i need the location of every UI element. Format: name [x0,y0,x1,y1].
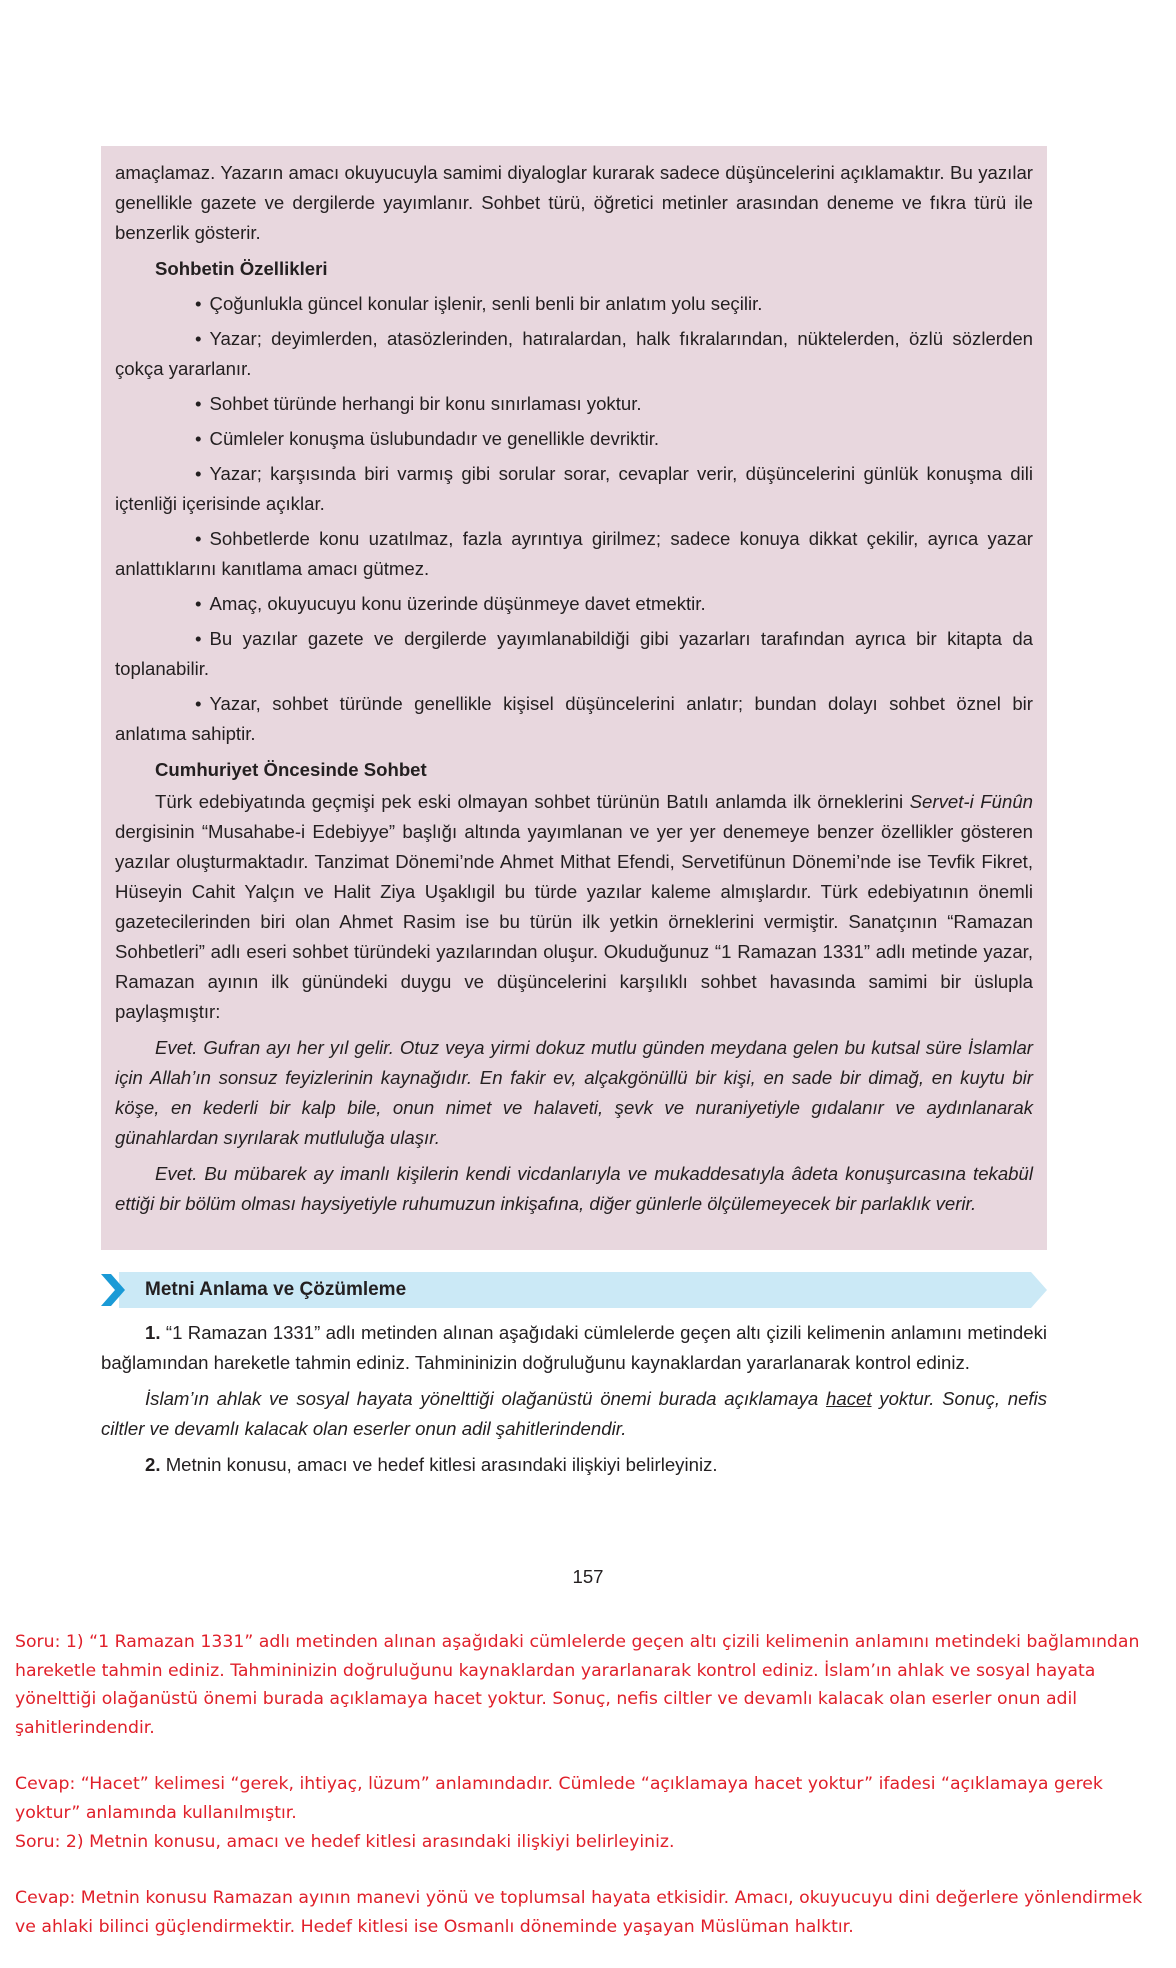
bullet-mark: • [195,628,202,649]
question-2 [101,1450,1047,1480]
bullet-mark: • [195,428,202,449]
quote-paragraph-1: Evet. Gufran ayı her yıl gelir. Otuz veya yirmi dokuz mutlu günden meydana gelen bu kutsal süre İslamlar için Allah’ın sonsuz feyizlerinin kaynağıdır. En fakir ev, alçakgönüllü bir kişi, en sade bir dimağ, en kuytu bir köşe, en kederli bir kalp bile, onun nimet ve halaveti, şevk ve nuraniyetiyle gıdalanır ve aydınlanarak günahlardan sıyrılarak mutluluğa ulaşır. [115,1037,1033,1148]
answer-2: Cevap: Metnin konusu Ramazan ayının manevi yönü ve toplumsal hayata etkisidir. Amacı, okuyucuyu dini değerlere yönlendirmek ve ahlaki bilinci güçlendirmektir. Hedef kitlesi ise Osmanlı döneminde yaşayan Müslüman halktır. [15,1888,1143,1937]
question-1 [101,1318,1047,1378]
list-item-text: Yazar, sohbet türünde genellikle kişisel düşüncelerini anlatır; bundan dolayı sohbet öznel bir anlatıma sahiptir. [115,693,1033,744]
list-item-text: Çoğunlukla güncel konular işlenir, senli benli bir anlatım yolu seçilir. [209,293,763,314]
bullet-mark: • [195,593,202,614]
list-item [115,589,1033,619]
bullet-mark: • [195,528,202,549]
questions [101,1318,1047,1486]
bullet-mark: • [195,463,202,484]
history-paragraph [115,787,1033,1027]
heading-cumhuriyet-oncesinde-sohbet: Cumhuriyet Öncesinde Sohbet [155,759,427,780]
underlined-word: hacet [826,1388,872,1409]
bullet-mark: • [195,393,202,414]
history-text-b: dergisinin “Musahabe-i Edebiyye” başlığı altında yayımlanan ve yer yer denemeye benzer özellikler gösteren yazılar oluşturmaktadır. Tanzimat Dönemi’nde Ahmet Mithat Efendi, Servetifünun Dönemi’nde ise Tevfik Fikret, Hüseyin Cahit Yalçın ve Halit Ziya Uşaklıgil bu türde yazılar kaleme almışlardır. Türk edebiyatının önemli gazetecilerinden biri olan Ahmet Rasim ise bu türün ilk yetkin örneklerini vermiştir. Sanatçının “Ramazan Sohbetleri” adlı eseri sohbet türündeki yazılarından oluşur. Okuduğunuz “1 Ramazan 1331” adlı metinde yazar, Ramazan ayının ilk günündeki duygu ve düşüncelerini karşılıklı sohbet havasında samimi bir üslupla paylaşmıştır: [115,821,1033,1022]
section-header-bar [101,1272,1047,1308]
quote-paragraph-2: Evet. Bu mübarek ay imanlı kişilerin kendi vicdanlarıyla ve mukaddesatıyla âdeta konuşurcasına tekabül ettiği bir bölüm olması haysiyetiyle ruhumuzun inkişafına, diğer günlerle ölçülemeyecek bir parlaklık verir. [115,1163,1033,1214]
page-number: 157 [572,1566,604,1587]
section-title: Metni Anlama ve Çözümleme [145,1279,407,1300]
info-box [101,146,1047,1250]
question-number: 1. [145,1322,161,1343]
list-item-text: Cümleler konuşma üslubundadır ve genellikle devriktir. [209,428,660,449]
list-item-text: Bu yazılar gazete ve dergilerde yayımlanabildiği gibi yazarları tarafından ayrıca bir kitapta da toplanabilir. [115,628,1033,679]
list-item [115,289,1033,319]
answer-1: Cevap: “Hacet” kelimesi “gerek, ihtiyaç, lüzum” anlamındadır. Cümlede “açıklamaya hacet yoktur” ifadesi “açıklamaya gerek yoktur” anlamında kullanılmıştır. [15,1774,1103,1823]
list-item [115,689,1033,749]
question-text: Metnin konusu, amacı ve hedef kitlesi arasındaki ilişkiyi belirleyiniz. [165,1454,718,1475]
question-text: “1 Ramazan 1331” adlı metinden alınan aşağıdaki cümlelerde geçen altı çizili kelimenin anlamını metindeki bağlamından hareketle tahmin ediniz. Tahmininizin doğruluğunu kaynaklardan yararlanarak kontrol ediniz. [101,1322,1047,1373]
list-item-text: Yazar; karşısında biri varmış gibi sorular sorar, cevaplar verir, düşüncelerini günlük konuşma dili içtenliği içerisinde açıklar. [115,463,1033,514]
list-item [115,389,1033,419]
spacer [15,1742,1165,1770]
heading-sohbetin-ozellikleri: Sohbetin Özellikleri [155,258,328,279]
sentence-part-b: yoktur. Sonuç, nefis ciltler ve devamlı kalacak olan eserler onun adil şahitlerindendir. [101,1388,1048,1439]
list-item-text: Sohbetlerde konu uzatılmaz, fazla ayrıntıya girilmez; sadece konuya dikkat çekilir, ayrıca yazar anlattıklarını kanıtlama amacı gütmez. [115,528,1033,579]
list-item-text: Yazar; deyimlerden, atasözlerinden, hatıralardan, halk fıkralarından, nüktelerden, özlü sözlerden çokça yararlanır. [115,328,1033,379]
answer-notes [15,1628,1165,1941]
spacer [15,1856,1165,1884]
bullet-mark: • [195,328,202,349]
sentence-part-a: İslam’ın ahlak ve sosyal hayata yönelttiği olağanüstü önemi burada açıklamaya [145,1388,819,1409]
intro-paragraph: amaçlamaz. Yazarın amacı okuyucuyla samimi diyaloglar kurarak sadece düşüncelerini açıklamaktır. Bu yazılar genellikle gazete ve dergilerde yayımlanır. Sohbet türü, öğretici metinler arasından deneme ve fıkra türü ile benzerlik gösterir. [115,162,1033,243]
journal-name: Servet-i Fünûn [909,791,1033,812]
list-item [115,324,1033,384]
question-1-sentence [101,1384,1047,1444]
list-item [115,624,1033,684]
list-item [115,459,1033,519]
list-item-text: Amaç, okuyucuyu konu üzerinde düşünmeye davet etmektir. [209,593,706,614]
question-number: 2. [145,1454,161,1475]
answer-question-1: Soru: 1) “1 Ramazan 1331” adlı metinden alınan aşağıdaki cümlelerde geçen altı çizili kelimenin anlamını metindeki bağlamından hareketle tahmin ediniz. Tahmininizin doğruluğunu kaynaklardan yararlanarak kontrol ediniz. İslam’ın ahlak ve sosyal hayata yönelttiği olağanüstü önemi burada açıklamaya hacet yoktur. Sonuç, nefis ciltler ve devamlı kalacak olan eserler onun adil şahitlerindendir. [15,1632,1140,1738]
bullet-mark: • [195,293,202,314]
history-text-a: Türk edebiyatında geçmişi pek eski olmayan sohbet türünün Batılı anlamda ilk örneklerini [155,791,904,812]
list-item [115,424,1033,454]
bullet-list [115,289,1033,749]
bullet-mark: • [195,693,202,714]
list-item [115,524,1033,584]
list-item-text: Sohbet türünde herhangi bir konu sınırlaması yoktur. [209,393,642,414]
answer-question-2: Soru: 2) Metnin konusu, amacı ve hedef kitlesi arasındaki ilişkiyi belirleyiniz. [15,1831,675,1852]
